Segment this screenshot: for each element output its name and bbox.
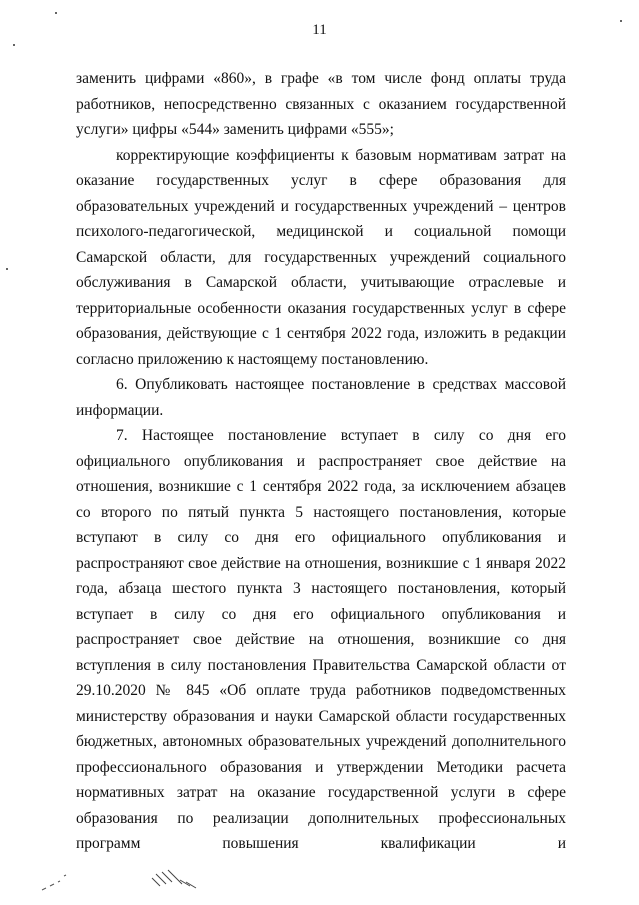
paragraph-correction-coefficients: корректирующие коэффициенты к базовым нормативам затрат на оказание государственных услуг в сфере образования для образовательных учреждений и государственных учреждений – центров психолого-педагогической, медицинской и социальной помощи Самарской области, для государственных учреждений социального обслуживания в Самарской области, учитывающие отраслевые и территориальные особенности оказания государственных услуг в сфере образования, действующие с 1 сентября 2022 года, изложить в редакции согласно приложению к настоящему постановлению. — [76, 146, 566, 368]
paragraph-item-6: 6. Опубликовать настоящее постановление в средствах массовой информации. — [76, 376, 566, 419]
paragraph-item-7: 7. Настоящее постановление вступает в силу со дня его официального опубликования и распространяет свое действие на отношения, возникшие с 1 сентября 2022 года, за исключением абзацев со второго по пятый пункта 5 настоящего постановления, которые вступают в силу со дня его официального опубликования и распространяют свое действие на отношения, возникшие с 1 января 2022 года, абзаца шестого пункта 3 настоящего постановления, который вступает в силу со дня его официального опубликования и распространяет свое действие на отношения, возникшие со дня вступления в силу постановления Правительства Самарской области от 29.10.2020 № 845 «Об оплате труда работников подведомственных министерству образования и науки Самарской области государственных бюджетных, автономных образовательных учреждений дополнительного профессионального образования и утверждении Методики расчета нормативных затрат на оказание государственной услуги в сфере образования по реализации дополнительных профессиональных программ повышения квалификации и — [76, 427, 566, 852]
scan-speck — [13, 44, 15, 46]
document-body — [76, 66, 566, 857]
scan-speck — [620, 20, 622, 22]
scan-speck — [6, 268, 8, 270]
page-number: 11 — [312, 22, 327, 38]
paragraph-continuation: заменить цифрами «860», в графе «в том числе фонд оплаты труда работников, непосредственно связанных с оказанием государственной услуги» цифры «544» заменить цифрами «555»; — [76, 70, 566, 138]
scan-mark-graphic — [40, 866, 80, 896]
signature-scribble-graphic — [150, 866, 200, 896]
scan-speck — [55, 12, 57, 14]
